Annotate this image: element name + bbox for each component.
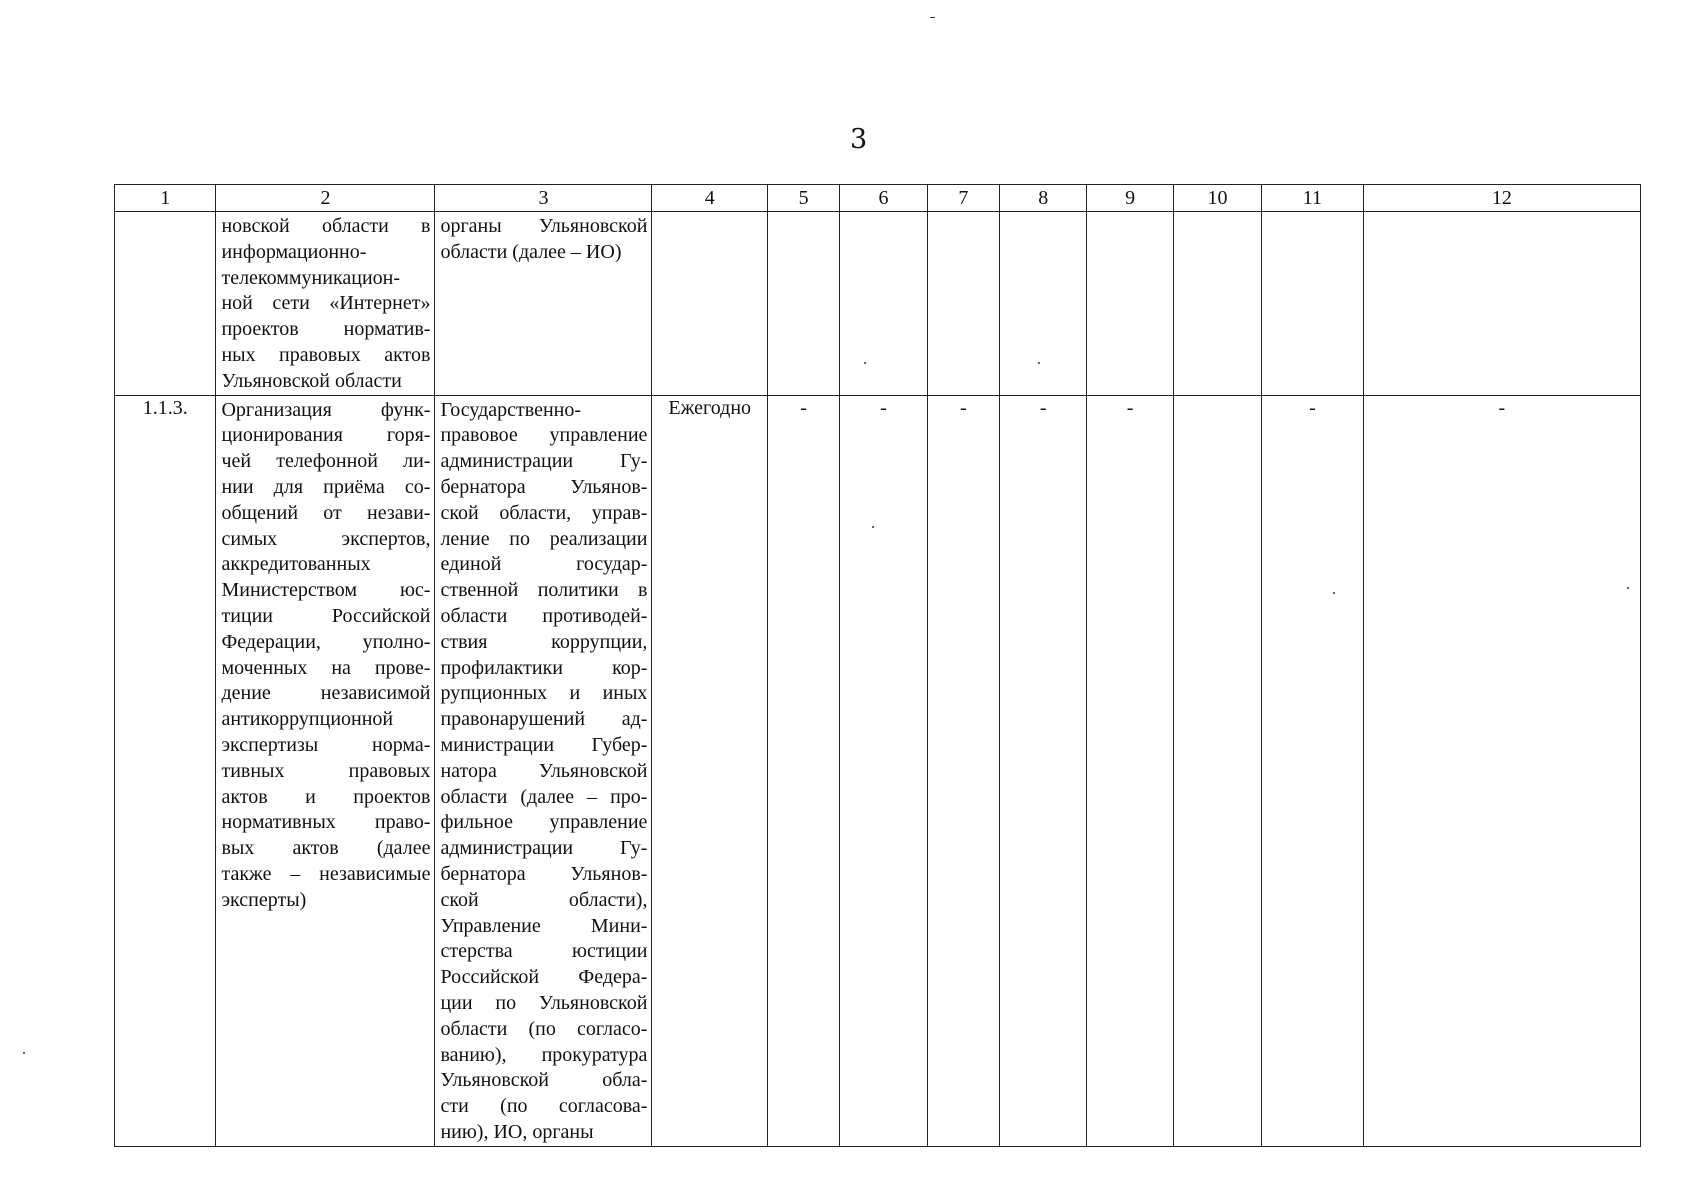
text-line: Ульяновской обла- <box>440 1069 648 1092</box>
value-cell: - <box>927 395 999 1146</box>
text-line: ции по Ульяновской <box>440 991 648 1014</box>
measure-text-cell <box>216 212 435 396</box>
text-line: органы Ульяновской <box>440 215 648 237</box>
text-line: нормативных право- <box>221 811 431 834</box>
text-line: также – независимые <box>221 862 431 885</box>
text-line: моченных на прове- <box>221 656 431 679</box>
scan-speck <box>864 362 866 364</box>
text-line: эксперты) <box>221 888 307 911</box>
text-line: ной сети «Интернет» <box>221 292 431 315</box>
document-table <box>114 184 1641 1147</box>
text-line: министрации Губер- <box>440 733 648 756</box>
text-line: правовое управление <box>440 424 648 447</box>
scan-speck <box>23 1052 25 1054</box>
text-line: Министерством юс- <box>221 579 431 602</box>
text-line: чей телефонной ли- <box>221 450 431 473</box>
text-line: правонарушений ад- <box>440 708 648 731</box>
text-line: ление по реализации <box>440 527 648 550</box>
text-line: единой государ- <box>440 553 648 576</box>
empty-cell <box>767 212 839 396</box>
header-cell: 3 <box>435 185 652 212</box>
scan-speck <box>872 526 874 528</box>
table-header-row <box>115 185 1641 212</box>
text-line: вых актов (далее <box>221 837 431 860</box>
text-line: стерства юстиции <box>440 940 648 963</box>
text-line: тиции Российской <box>221 604 431 627</box>
scan-speck <box>1627 587 1629 589</box>
text-line: нию), ИО, органы <box>440 1120 594 1143</box>
text-line: проектов норматив- <box>221 318 431 341</box>
row-number-cell <box>115 212 216 396</box>
text-line: общений от незави- <box>221 501 431 524</box>
text-line: ской области), <box>440 888 648 911</box>
text-line: информационно- <box>221 240 367 263</box>
executors-text-cell <box>435 395 652 1146</box>
text-line: Государственно- <box>440 398 582 421</box>
value-cell: - <box>840 395 927 1146</box>
text-line: фильное управление <box>440 811 648 834</box>
scan-speck <box>1038 362 1040 364</box>
empty-cell <box>1262 212 1363 396</box>
text-line: профилактики кор- <box>440 656 648 679</box>
empty-cell <box>927 212 999 396</box>
header-cell: 4 <box>652 185 768 212</box>
text-line: администрации Гу- <box>440 450 648 473</box>
text-line: ных правовых актов <box>221 343 431 366</box>
deadline-cell: Ежегодно <box>652 395 768 1146</box>
header-cell: 6 <box>840 185 927 212</box>
text-line: сти (по согласова- <box>440 1095 648 1118</box>
text-line: антикоррупционной <box>221 708 394 731</box>
value-cell: - <box>1363 395 1640 1146</box>
text-line: аккредитованных <box>221 553 371 576</box>
header-cell: 9 <box>1087 185 1173 212</box>
text-line: Управление Мини- <box>440 914 648 937</box>
text-line: ственной политики в <box>440 579 648 602</box>
header-cell: 7 <box>927 185 999 212</box>
empty-cell <box>840 212 927 396</box>
text-line: телекоммуникацион- <box>221 266 401 289</box>
table-row-continuation <box>115 212 1641 396</box>
measure-text-cell <box>216 395 435 1146</box>
row-number-cell: 1.1.3. <box>115 395 216 1146</box>
text-line: рупционных и иных <box>440 682 648 705</box>
text-line: Ульяновской области <box>221 369 402 392</box>
header-cell: 8 <box>1000 185 1087 212</box>
value-cell: - <box>1262 395 1363 1146</box>
executors-text-cell <box>435 212 652 396</box>
text-line: тивных правовых <box>221 759 431 782</box>
header-cell: 12 <box>1363 185 1640 212</box>
text-line: ванию), прокуратура <box>440 1043 648 1066</box>
text-line: Федерации, уполно- <box>221 630 431 653</box>
empty-cell <box>1363 212 1640 396</box>
value-cell <box>1173 395 1261 1146</box>
scan-speck <box>930 17 935 18</box>
table-row-1-1-3 <box>115 395 1641 1146</box>
text-line: симых экспертов, <box>221 527 431 550</box>
text-line: бернатора Ульянов- <box>440 475 648 498</box>
empty-cell <box>1173 212 1261 396</box>
text-line: новской области в <box>221 215 431 237</box>
text-line: области (далее – ИО) <box>440 240 622 263</box>
text-line: экспертизы норма- <box>221 733 431 756</box>
empty-cell <box>652 212 768 396</box>
header-cell: 2 <box>216 185 435 212</box>
value-cell: - <box>1000 395 1087 1146</box>
text-line: ствия коррупции, <box>440 630 648 653</box>
text-line: администрации Гу- <box>440 837 648 860</box>
text-line: Организация функ- <box>221 398 431 421</box>
text-line: ской области, управ- <box>440 501 648 524</box>
text-line: ционирования горя- <box>221 424 431 447</box>
text-line: области (далее – про- <box>440 785 648 808</box>
text-line: дение независимой <box>221 682 431 705</box>
text-line: области противодей- <box>440 604 648 627</box>
header-cell: 5 <box>767 185 839 212</box>
value-cell: - <box>1087 395 1173 1146</box>
text-line: натора Ульяновской <box>440 759 648 782</box>
header-cell: 11 <box>1262 185 1363 212</box>
empty-cell <box>1000 212 1087 396</box>
scan-speck <box>1333 592 1335 594</box>
text-line: области (по согласо- <box>440 1017 648 1040</box>
header-cell: 1 <box>115 185 216 212</box>
text-line: нии для приёма со- <box>221 475 431 498</box>
value-cell: - <box>767 395 839 1146</box>
text-line: бернатора Ульянов- <box>440 862 648 885</box>
page-number: 3 <box>850 124 868 155</box>
text-line: актов и проектов <box>221 785 431 808</box>
header-cell: 10 <box>1173 185 1261 212</box>
empty-cell <box>1087 212 1173 396</box>
text-line: Российской Федера- <box>440 966 648 989</box>
